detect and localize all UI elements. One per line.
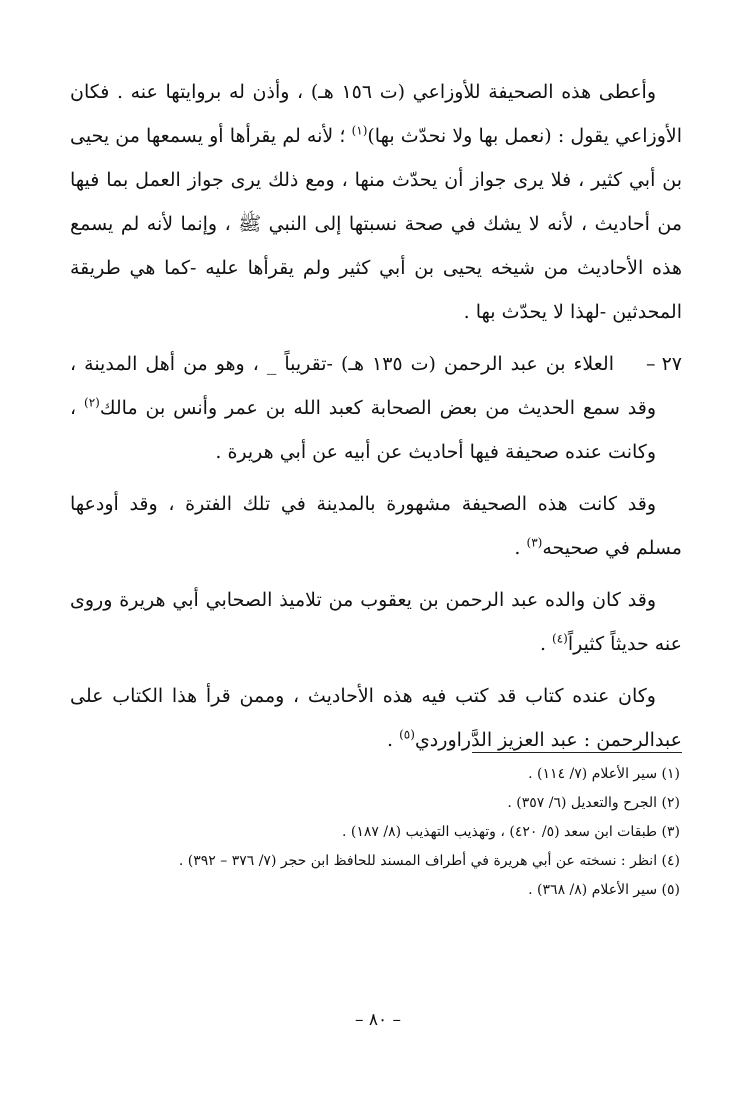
footnote-ref-5: (٥) <box>399 727 415 742</box>
paragraph-awzai-text: وأعطى هذه الصحيفة للأوزاعي (ت ١٥٦ هـ) ، وأذن له بروايتها عنه . فكان الأوزاعي يقول : (نعمل بها ولا نحدّث بها) <box>70 81 682 147</box>
paragraph-father-text: وقد كان والده عبد الرحمن بن يعقوب من تلاميذ الصحابي أبي هريرة وروى عنه حديثاً كثيراً <box>70 589 682 655</box>
footnote-5: (٥) سير الأعلام (٨/ ٣٦٨) . <box>528 882 680 898</box>
paragraph-book-text: وكان عنده كتاب قد كتب فيه هذه الأحاديث ، وممن قرأ هذا الكتاب على عبدالرحمن : عبد العزيز الدَّراوردي <box>70 685 682 751</box>
entry-27-text-rest: ، وكانت عنده صحيفة فيها أحاديث عن أبيه عن أبي هريرة . <box>70 397 656 463</box>
paragraph-book-text-rest: . <box>387 729 400 751</box>
paragraph-father <box>70 578 682 666</box>
paragraph-father-text-rest: . <box>539 633 553 655</box>
footnotes <box>80 760 680 905</box>
footnote-ref-1: (١) <box>351 123 368 138</box>
footnote-ref-2: (٢) <box>84 395 100 410</box>
footnote-2: (٢) الجرح والتعديل (٦/ ٣٥٧) . <box>507 795 680 811</box>
entry-27-text: العلاء بن عبد الرحمن (ت ١٣٥ هـ) -تقريباً _ ، وهو من أهل المدينة ، وقد سمع الحديث من بعض الصحابة كعبد الله بن عمر وأنس بن مالك <box>70 353 657 419</box>
entry-number: ٢٧ – <box>646 353 682 375</box>
paragraph-sahifa-text: وقد كانت هذه الصحيفة مشهورة بالمدينة في تلك الفترة ، وقد أودعها مسلم في صحيحه <box>70 493 682 559</box>
paragraph-book <box>70 674 682 762</box>
paragraph-sahifa-text-rest: . <box>514 537 527 559</box>
entry-27-alaa <box>70 342 682 474</box>
footnote-1: (١) سير الأعلام (٧/ ١١٤) . <box>528 766 680 782</box>
main-text <box>70 70 682 770</box>
footnote-4: (٤) انظر : نسخته عن أبي هريرة في أطراف المسند للحافظ ابن حجر (٧/ ٣٧٦ – ٣٩٢) . <box>178 853 680 869</box>
page-number: – ٨٠ – <box>354 1010 402 1030</box>
footnote-3: (٣) طبقات ابن سعد (٥/ ٤٢٠) ، وتهذيب التهذيب (٨/ ١٨٧) . <box>342 824 680 840</box>
footnote-ref-3: (٣) <box>526 535 543 550</box>
paragraph-sahifa-famous <box>70 482 682 570</box>
footnote-separator <box>472 752 682 753</box>
paragraph-awzai <box>70 70 682 334</box>
paragraph-awzai-text-rest: ؛ لأنه لم يقرأها أو يسمعها من يحيى بن أبي كثير ، فلا يرى جواز أن يحدّث منها ، ومع ذلك يرى جواز العمل بما فيها من أحاديث ، لأنه لا يشك في صحة نسبتها إلى النبي ﷺ ، وإنما لأنه لم يسمع هذه الأحاديث من شيخه يحيى بن أبي كثير ولم يقرأها عليه -كما هي طريقة المحدثين -لهذا لا يحدّث بها . <box>70 125 682 323</box>
footnote-ref-4: (٤) <box>552 631 568 646</box>
